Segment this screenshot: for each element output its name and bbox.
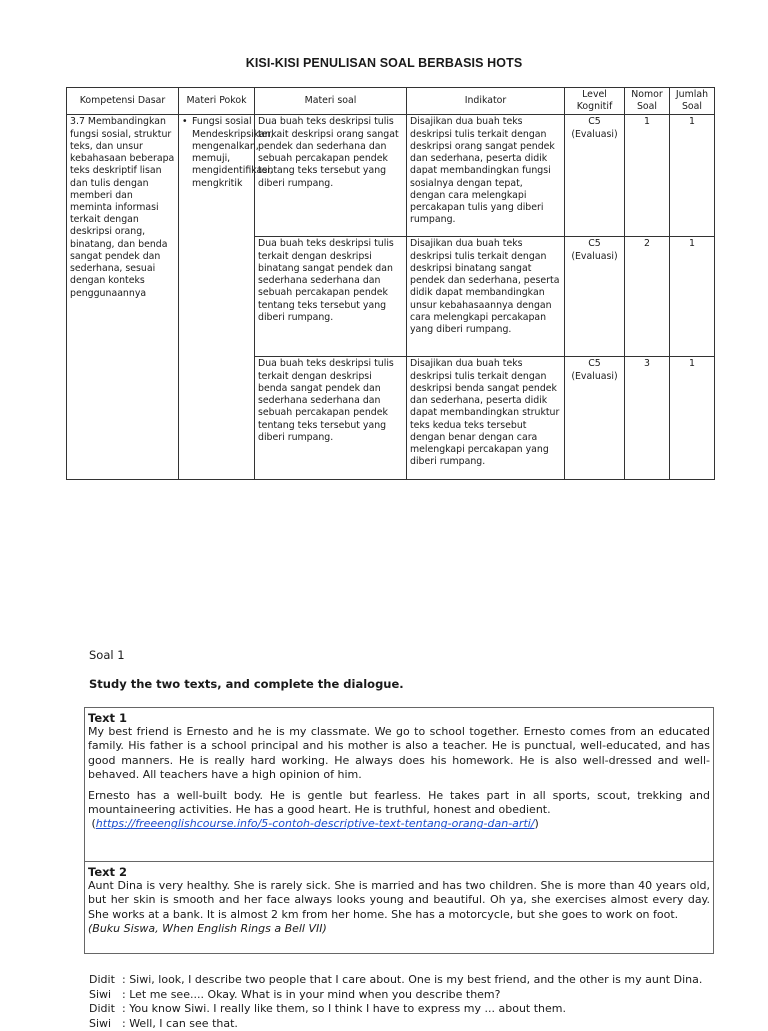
header-materi-soal: Materi soal [255, 88, 407, 115]
source-open-paren: ( [91, 817, 96, 831]
kisi-kisi-table [66, 87, 715, 480]
source-link[interactable]: https://freeenglishcourse.info/5-contoh-descriptive-text-tentang-orang-dan-arti/ [95, 817, 535, 831]
dialogue-text: : Siwi, look, I describe two people that I care about. One is my best friend, and the other is my aunt Dina. [122, 973, 703, 986]
dialogue-line [89, 973, 702, 988]
level-kognitif-cell [565, 237, 625, 357]
header-jumlah-soal: Jumlah Soal [670, 88, 715, 115]
speaker-name: Siwi [89, 987, 112, 1001]
materi-soal-cell: Dua buah teks deskripsi tulis terkait deskripsi orang sangat pendek dan sederhana dan sebuah percakapan pendek tentang teks tersebut yang diberi rumpang. [255, 115, 407, 237]
jumlah-soal-cell: 1 [670, 115, 715, 237]
header-materi-pokok: Materi Pokok [179, 88, 255, 115]
indikator-cell: Disajikan dua buah teks deskripsi tulis terkait dengan deskripsi benda sangat pendek dan sederhana, peserta didik dapat membandingkan struktur teks kedua teks tersebut dengan benar dengan cara melengkapi percakapan yang diberi rumpang. [407, 357, 565, 480]
speaker-name: Siwi [89, 1016, 112, 1030]
header-level-kognitif: Level Kognitif [565, 88, 625, 115]
text2-box [84, 862, 714, 954]
level-code: C5 [588, 358, 601, 370]
text2-title: Text 2 [88, 865, 128, 879]
question-instruction: Study the two texts, and complete the dialogue. [89, 677, 404, 691]
table-row [67, 115, 715, 237]
bullet-marker: • [182, 116, 188, 128]
kompetensi-dasar-cell: 3.7 Membandingkan fungsi sosial, struktur teks, dan unsur kebahasaan beberapa teks deskriptif lisan dan tulis dengan memberi dan meminta informasi terkait dengan deskripsi orang, binatang, dan benda sangat pendek dan sederhana, sesuai dengan konteks penggunaannya [67, 115, 179, 480]
level-code: C5 [588, 116, 601, 128]
text1-paragraph-1: My best friend is Ernesto and he is my classmate. We go to school together. Ernesto comes from an educated family. His father is a school principal and his mother is also a teacher. He is punctual, well-educated, and has good manners. He is really hard working. He always does his homework. He is also well-dressed and well-behaved. All teachers have a high opinion of him. [88, 725, 710, 781]
text2-paragraph-1: Aunt Dina is very healthy. She is rarely sick. She is married and has two children. She is more than 40 years old, but her skin is smooth and her face always looks young and beautiful. Oh ya, she exercises almost every day. She works at a bank. It is almost 2 km from her home. She has a motorcycle, but she goes to work on foot. [88, 879, 710, 921]
text2-source: (Buku Siswa, When English Rings a Bell VII) [88, 921, 327, 935]
level-label: (Evaluasi) [571, 128, 618, 140]
level-label: (Evaluasi) [571, 250, 618, 262]
table-header-row [67, 88, 715, 115]
dialogue-line [89, 988, 702, 1003]
dialogue-text: : Well, I can see that. [122, 1016, 238, 1030]
dialogue-text: : Let me see.... Okay. What is in your mind when you describe them? [122, 987, 501, 1001]
level-kognitif-cell [565, 115, 625, 237]
document-title: KISI-KISI PENULISAN SOAL BERBASIS HOTS [245, 56, 523, 70]
jumlah-soal-cell: 1 [670, 237, 715, 357]
dialogue-text: : You know Siwi. I really like them, so I think I have to express my ... about them. [122, 1002, 566, 1016]
level-label: (Evaluasi) [571, 370, 618, 382]
header-nomor-soal: Nomor Soal [625, 88, 670, 115]
dialogue-line [89, 1002, 702, 1017]
text1-box [84, 707, 714, 862]
question-number: Soal 1 [89, 648, 125, 662]
materi-soal-cell: Dua buah teks deskripsi tulis terkait dengan deskripsi binatang sangat pendek dan sederhana sederhana dan sebuah percakapan pendek tentang teks tersebut yang diberi rumpang. [255, 237, 407, 357]
materi-soal-cell: Dua buah teks deskripsi tulis terkait dengan deskripsi benda sangat pendek dan sederhana sederhana dan sebuah percakapan pendek tentang teks tersebut yang diberi rumpang. [255, 357, 407, 480]
header-kompetensi-dasar: Kompetensi Dasar [67, 88, 179, 115]
speaker-name: Didit [89, 1002, 115, 1016]
dialogue [89, 973, 702, 1031]
text1-source [88, 817, 710, 831]
speaker-name: Didit [89, 973, 115, 986]
level-code: C5 [588, 238, 601, 250]
materi-pokok-cell [179, 115, 274, 480]
source-close-paren: ) [534, 817, 539, 831]
indikator-cell: Disajikan dua buah teks deskripsi tulis terkait dengan deskripsi orang sangat pendek dan sederhana, peserta didik dapat membandingkan fungsi sosialnya dengan tepat, dengan cara melengkapi percakapan tulis yang diberi rumpang. [407, 115, 565, 237]
nomor-soal-cell: 1 [625, 115, 670, 237]
level-kognitif-cell [565, 357, 625, 480]
text1-paragraph-2: Ernesto has a well-built body. He is gentle but fearless. He takes part in all sports, scout, trekking and mountaineering activities. He has a good heart. He is truthful, honest and obedient. [88, 789, 710, 817]
text1-title: Text 1 [88, 711, 128, 725]
header-indikator: Indikator [407, 88, 565, 115]
materi-pokok-text: Fungsi sosial Mendeskripsikan, mengenalkan, memuji, mengidentifikasi, mengkritik [192, 116, 274, 189]
nomor-soal-cell: 3 [625, 357, 670, 480]
nomor-soal-cell: 2 [625, 237, 670, 357]
indikator-cell: Disajikan dua buah teks deskripsi tulis terkait dengan deskripsi binatang sangat pendek dan sederhana, peserta didik dapat membandingkan unsur kebahasaannya dengan cara melengkapi percakapan yang diberi rumpang. [407, 237, 565, 357]
jumlah-soal-cell: 1 [670, 357, 715, 480]
